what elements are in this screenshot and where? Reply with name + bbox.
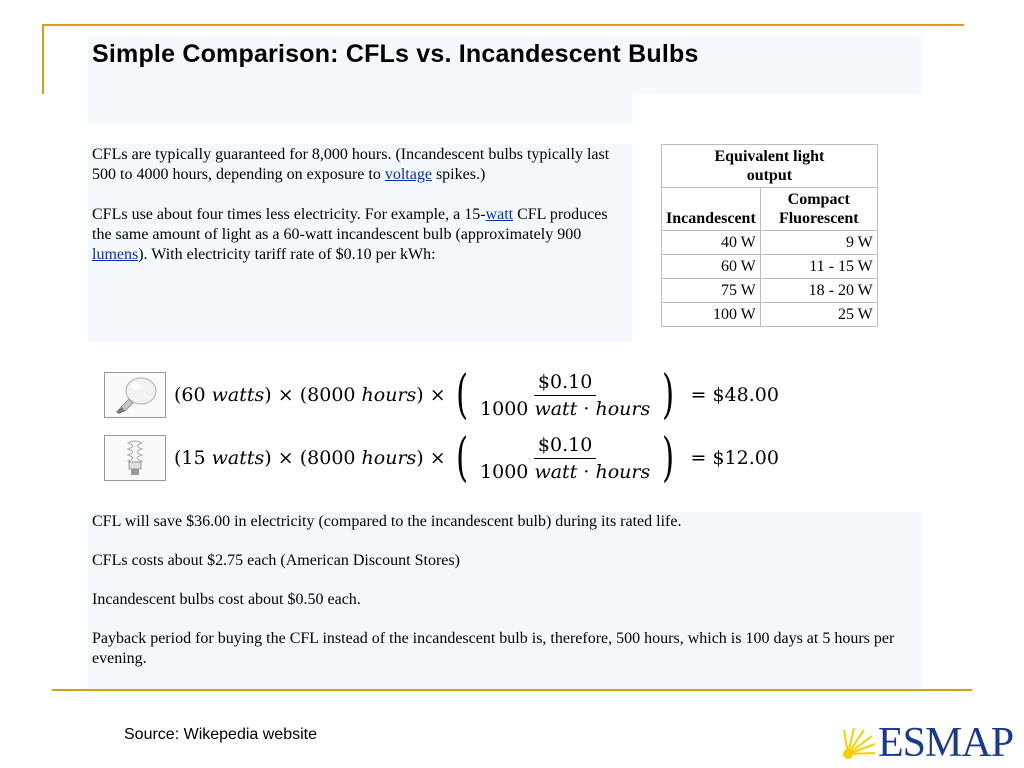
title-shade — [88, 94, 632, 124]
summary-text-box — [88, 512, 922, 690]
fraction-denominator: 1000 watt · hours — [480, 397, 651, 420]
cfl-bulb-image — [104, 435, 166, 481]
logo-wordmark: ESMAP — [878, 720, 1014, 766]
col-header-incandescent: Incandescent — [662, 188, 761, 231]
equivalence-table — [661, 144, 878, 327]
intro-p1-text: CFLs are typically guaranteed for 8,000 hours. (Incandescent bulbs typically last 500 to 4000 hours, depending on exposure to — [92, 146, 610, 183]
formula-watts-value: 60 — [181, 384, 206, 406]
table-row — [662, 255, 878, 279]
formula-hours-value: 8000 — [307, 384, 356, 406]
cell-inc: 75 W — [662, 279, 761, 303]
watt-link[interactable]: watt — [485, 206, 514, 223]
formula-incandescent: ( 60 watts ) × ( 8000 hours ) × ( $\frac{\$0.10}{\text{1000 watt · hours}}$ ) = $48.00 — [104, 370, 779, 420]
lumens-link[interactable]: lumens — [92, 246, 139, 263]
table-row — [662, 303, 878, 327]
formula-result: = $12.00 — [690, 447, 779, 469]
formula-watts-value: 15 — [181, 447, 206, 469]
table-row — [662, 279, 878, 303]
intro-text-box — [88, 144, 632, 343]
intro-paragraph-1 — [92, 145, 628, 185]
formula-hours-unit: hours — [361, 447, 417, 469]
summary-incandescent-cost: Incandescent bulbs cost about $0.50 each. — [92, 591, 361, 608]
cell-inc: 40 W — [662, 231, 761, 255]
times-sign: × — [429, 447, 446, 469]
intro-p2-a: CFLs use about four times less electricity. For example, a 15- — [92, 206, 486, 223]
times-sign: × — [429, 384, 446, 406]
intro-p2-b: CFL produces the same amount of light as a 60-watt incandescent bulb (approximately 900 — [92, 206, 608, 243]
fraction-numerator: $0.10 — [534, 434, 596, 459]
esmap-logo — [842, 722, 1013, 764]
summary-payback: Payback period for buying the CFL instead of the incandescent bulb is, therefore, 500 hours, which is 100 days at 5 hours per evening. — [92, 630, 895, 667]
left-rule — [42, 24, 44, 94]
cell-cfl: 25 W — [760, 303, 877, 327]
slide-title: Simple Comparison: CFLs vs. Incandescent Bulbs — [92, 40, 699, 68]
rate-fraction — [476, 371, 654, 420]
incandescent-bulb-icon — [107, 374, 163, 416]
fraction-denominator: 1000 watt · hours — [480, 460, 651, 483]
formula-result: = $48.00 — [690, 384, 779, 406]
voltage-link[interactable]: voltage — [384, 166, 432, 183]
table-header-top: Equivalent light output — [662, 145, 878, 188]
formula-hours-value: 8000 — [307, 447, 356, 469]
sun-icon — [842, 726, 876, 760]
source-caption: Source: Wikepedia website — [124, 726, 317, 743]
top-rule — [42, 24, 964, 26]
formula-cfl: ( 15 watts ) × ( 8000 hours ) × ( $\frac{\$0.10}{\text{1000 watt · hours}}$ ) = $12.00 — [104, 433, 779, 483]
bottom-rule — [52, 689, 972, 691]
cell-inc: 100 W — [662, 303, 761, 327]
intro-p1-end: spikes.) — [431, 166, 486, 183]
cell-cfl: 9 W — [760, 231, 877, 255]
cfl-bulb-icon — [107, 437, 163, 479]
cell-cfl: 18 - 20 W — [760, 279, 877, 303]
intro-p2-c: ). With electricity tariff rate of $0.10 per kWh: — [138, 246, 436, 263]
cell-cfl: 11 - 15 W — [760, 255, 877, 279]
rate-fraction — [476, 434, 654, 483]
times-sign: × — [277, 384, 294, 406]
times-sign: × — [277, 447, 294, 469]
formula-hours-unit: hours — [361, 384, 417, 406]
incandescent-bulb-image — [104, 372, 166, 418]
formula-open-paren: ( — [174, 384, 182, 406]
formula-watts-unit: watts — [211, 447, 265, 469]
table-row — [662, 231, 878, 255]
summary-savings: CFL will save $36.00 in electricity (compared to the incandescent bulb) during its rated life. — [92, 513, 682, 530]
summary-cfl-cost: CFLs costs about $2.75 each (American Discount Stores) — [92, 552, 460, 569]
cell-inc: 60 W — [662, 255, 761, 279]
col-header-cfl: Compact Fluorescent — [760, 188, 877, 231]
intro-paragraph-2 — [92, 205, 628, 265]
fraction-numerator: $0.10 — [534, 371, 596, 396]
formula-watts-unit: watts — [211, 384, 265, 406]
